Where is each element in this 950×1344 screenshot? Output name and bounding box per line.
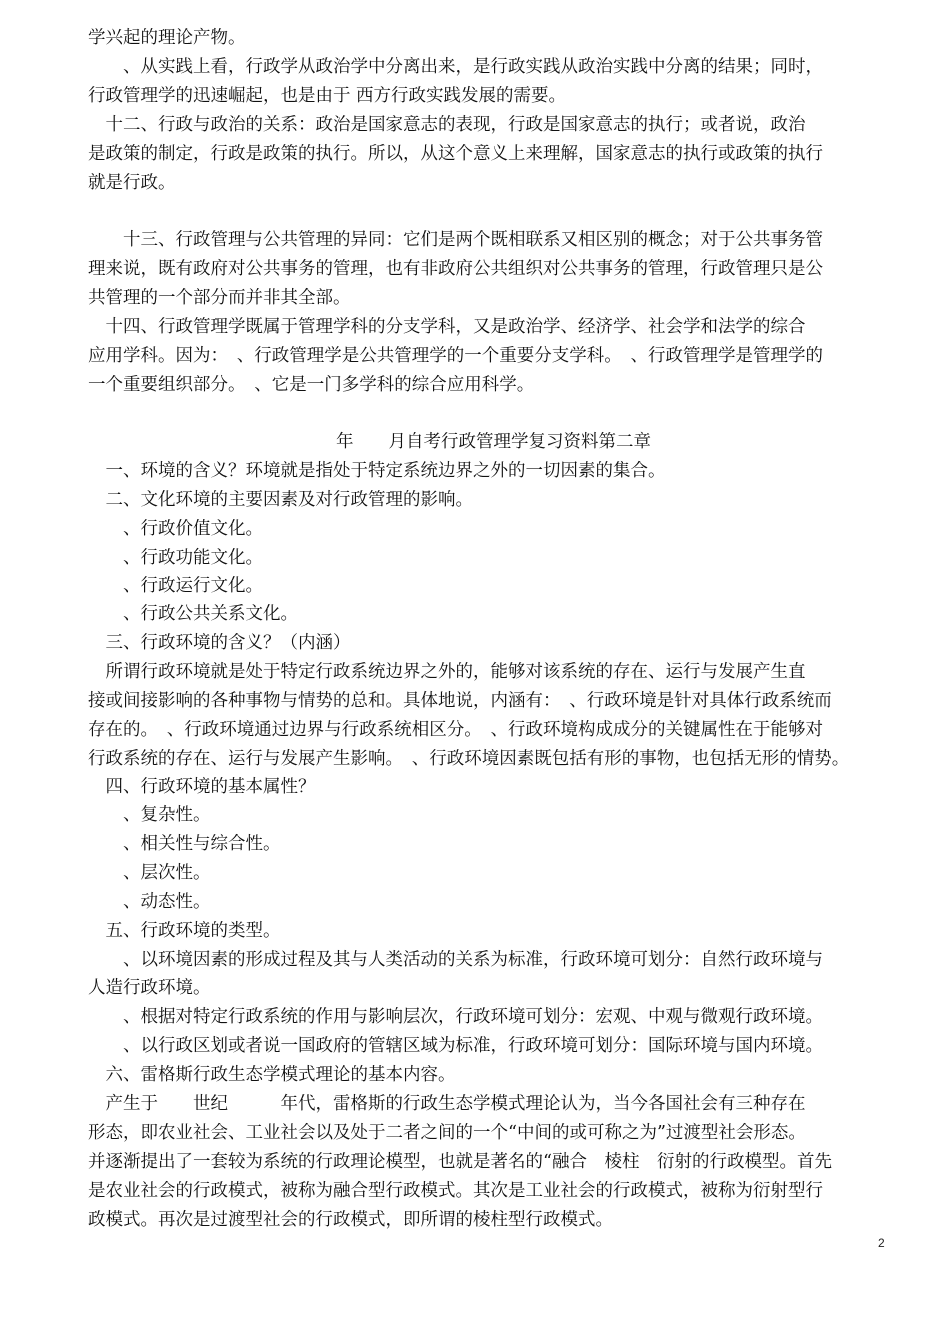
text-line: 政模式。再次是过渡型社会的行政模式，即所谓的棱柱型行政模式。 xyxy=(88,1210,613,1230)
text-line: 形态，即农业社会、工业社会以及处于二者之间的一个“中间的或可称之为”过渡型社会形态。 xyxy=(88,1123,806,1143)
text-line: 二、文化环境的主要因素及对行政管理的影响。 xyxy=(88,490,473,510)
text-line: 共管理的一个部分而并非其全部。 xyxy=(88,288,351,308)
text-line: 一、环境的含义？环境就是指处于特定系统边界之外的一切因素的集合。 xyxy=(88,461,666,481)
text-line: 五、行政环境的类型。 xyxy=(88,921,281,941)
text-line: 、行政功能文化。 xyxy=(88,548,263,568)
text-line: 、层次性。 xyxy=(88,863,211,883)
text-line: 应用学科。因为： 、行政管理学是公共管理学的一个重要分支学科。 、行政管理学是管理学的 xyxy=(88,346,823,366)
text-line: 六、雷格斯行政生态学模式理论的基本内容。 xyxy=(88,1065,456,1085)
text-line: 一个重要组织部分。 、它是一门多学科的综合应用科学。 xyxy=(88,375,535,395)
text-line: 十二、行政与政治的关系：政治是国家意志的表现，行政是国家意志的执行；或者说，政治 xyxy=(88,115,806,135)
text-line: 是农业社会的行政模式，被称为融合型行政模式。其次是工业社会的行政模式，被称为衍射型行 xyxy=(88,1181,823,1201)
text-line: 十三、行政管理与公共管理的异同：它们是两个既相联系又相区别的概念；对于公共事务管 xyxy=(88,230,823,250)
text-line: 、以行政区划或者说一国政府的管辖区域为标准，行政环境可划分：国际环境与国内环境。 xyxy=(88,1036,823,1056)
text-line: 、行政价值文化。 xyxy=(88,519,263,539)
text-line: 是政策的制定，行政是政策的执行。所以，从这个意义上来理解，国家意志的执行或政策的执行 xyxy=(88,144,823,164)
section-heading: 年 月自考行政管理学复习资料第二章 xyxy=(336,432,651,452)
text-line: 理来说，既有政府对公共事务的管理，也有非政府公共组织对公共事务的管理，行政管理只是公 xyxy=(88,259,823,279)
text-line: 接或间接影响的各种事物与情势的总和。具体地说，内涵有： 、行政环境是针对具体行政系统而 xyxy=(88,691,832,711)
text-line: 存在的。 、行政环境通过边界与行政系统相区分。 、行政环境构成成分的关键属性在于能够对 xyxy=(88,720,823,740)
text-line: 、行政运行文化。 xyxy=(88,576,263,596)
text-line: 十四、行政管理学既属于管理学科的分支学科，又是政治学、经济学、社会学和法学的综合 xyxy=(88,317,806,337)
text-line: 、以环境因素的形成过程及其与人类活动的关系为标准，行政环境可划分：自然行政环境与 xyxy=(88,950,823,970)
text-line: 、从实践上看，行政学从政治学中分离出来，是行政实践从政治实践中分离的结果；同时， xyxy=(88,57,823,77)
text-line: 所谓行政环境就是处于特定行政系统边界之外的，能够对该系统的存在、运行与发展产生直 xyxy=(88,662,806,682)
text-line: 人造行政环境。 xyxy=(88,978,211,998)
text-line: 并逐渐提出了一套较为系统的行政理论模型，也就是著名的“融合 棱柱 衍射的行政模型。首先 xyxy=(88,1152,832,1172)
text-line: 、复杂性。 xyxy=(88,805,211,825)
page-number: 2 xyxy=(878,1236,885,1250)
text-line: 、行政公共关系文化。 xyxy=(88,604,298,624)
text-line: 、动态性。 xyxy=(88,892,211,912)
text-line: 三、行政环境的含义？（内涵） xyxy=(88,633,351,653)
text-line: 、相关性与综合性。 xyxy=(88,834,281,854)
text-line: 行政管理学的迅速崛起，也是由于 西方行政实践发展的需要。 xyxy=(88,86,567,106)
text-line: 行政系统的存在、运行与发展产生影响。 、行政环境因素既包括有形的事物，也包括无形的情势。 xyxy=(88,749,850,769)
text-line: 就是行政。 xyxy=(88,173,176,193)
text-line: 、根据对特定行政系统的作用与影响层次，行政环境可划分：宏观、中观与微观行政环境。 xyxy=(88,1007,823,1027)
text-line: 学兴起的理论产物。 xyxy=(88,28,246,48)
text-line: 产生于 世纪 年代，雷格斯的行政生态学模式理论认为，当今各国社会有三种存在 xyxy=(88,1094,806,1114)
text-line: 四、行政环境的基本属性？ xyxy=(88,777,316,797)
